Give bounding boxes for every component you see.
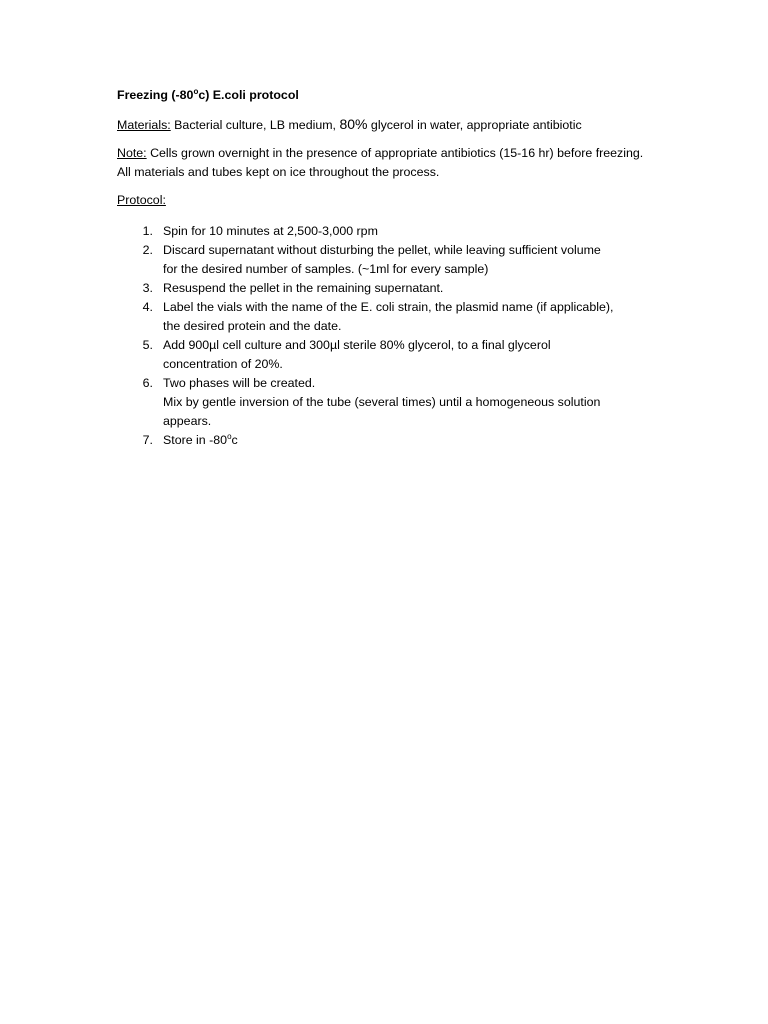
document-title — [117, 86, 657, 105]
step-text: Discard supernatant without disturbing the pellet, while leaving sufficient volume — [163, 243, 601, 257]
materials-paragraph — [117, 115, 657, 135]
note-label: Note: — [117, 146, 147, 160]
step-text-part: c — [231, 433, 238, 447]
step-number: 4. — [142, 300, 153, 314]
step-number: 1. — [142, 224, 153, 238]
note-paragraph — [117, 144, 657, 182]
materials-glycerol-percent: 80% — [339, 116, 368, 132]
protocol-heading — [117, 191, 657, 210]
protocol-step — [117, 222, 657, 241]
materials-text-end: glycerol in water, appropriate antibiotic — [367, 118, 582, 132]
step-text: Label the vials with the name of the E. coli strain, the plasmid name (if applicable), — [163, 300, 614, 314]
protocol-step — [117, 431, 657, 450]
title-text-end: c) E.coli protocol — [198, 88, 299, 102]
step-text-part: Store in -80 — [163, 433, 228, 447]
step-text: Mix by gentle inversion of the tube (several times) until a homogeneous solution — [163, 395, 601, 409]
step-text: Spin for 10 minutes at 2,500-3,000 rpm — [163, 224, 378, 238]
step-text: the desired protein and the date. — [163, 319, 342, 333]
step-text — [163, 431, 657, 450]
step-degree-sup: o — [227, 431, 232, 441]
protocol-steps-list — [117, 222, 657, 450]
step-text: Two phases will be created. — [163, 376, 316, 390]
document-page — [117, 86, 657, 450]
step-number: 2. — [142, 243, 153, 257]
step-number: 6. — [142, 376, 153, 390]
title-degree-sup: o — [193, 86, 199, 96]
protocol-step — [117, 279, 657, 298]
protocol-step — [117, 336, 657, 374]
step-text: appears. — [163, 414, 212, 428]
protocol-step — [117, 241, 657, 279]
step-number: 5. — [142, 338, 153, 352]
step-text: concentration of 20%. — [163, 357, 283, 371]
protocol-step — [117, 374, 657, 431]
materials-text: Bacterial culture, LB medium, — [170, 118, 340, 132]
step-text: for the desired number of samples. (~1ml for every sample) — [163, 262, 489, 276]
step-text: Resuspend the pellet in the remaining supernatant. — [163, 281, 444, 295]
protocol-step — [117, 298, 657, 336]
step-number: 7. — [142, 433, 153, 447]
protocol-label: Protocol: — [117, 193, 166, 207]
step-number: 3. — [142, 281, 153, 295]
title-text: Freezing (-80 — [117, 88, 194, 102]
note-text: Cells grown overnight in the presence of appropriate antibiotics (15-16 hr) before freezing. All materials and tubes kept on ice throughout the process. — [117, 146, 644, 179]
step-text: Add 900µl cell culture and 300µl sterile 80% glycerol, to a final glycerol — [163, 338, 551, 352]
materials-label: Materials: — [117, 118, 171, 132]
